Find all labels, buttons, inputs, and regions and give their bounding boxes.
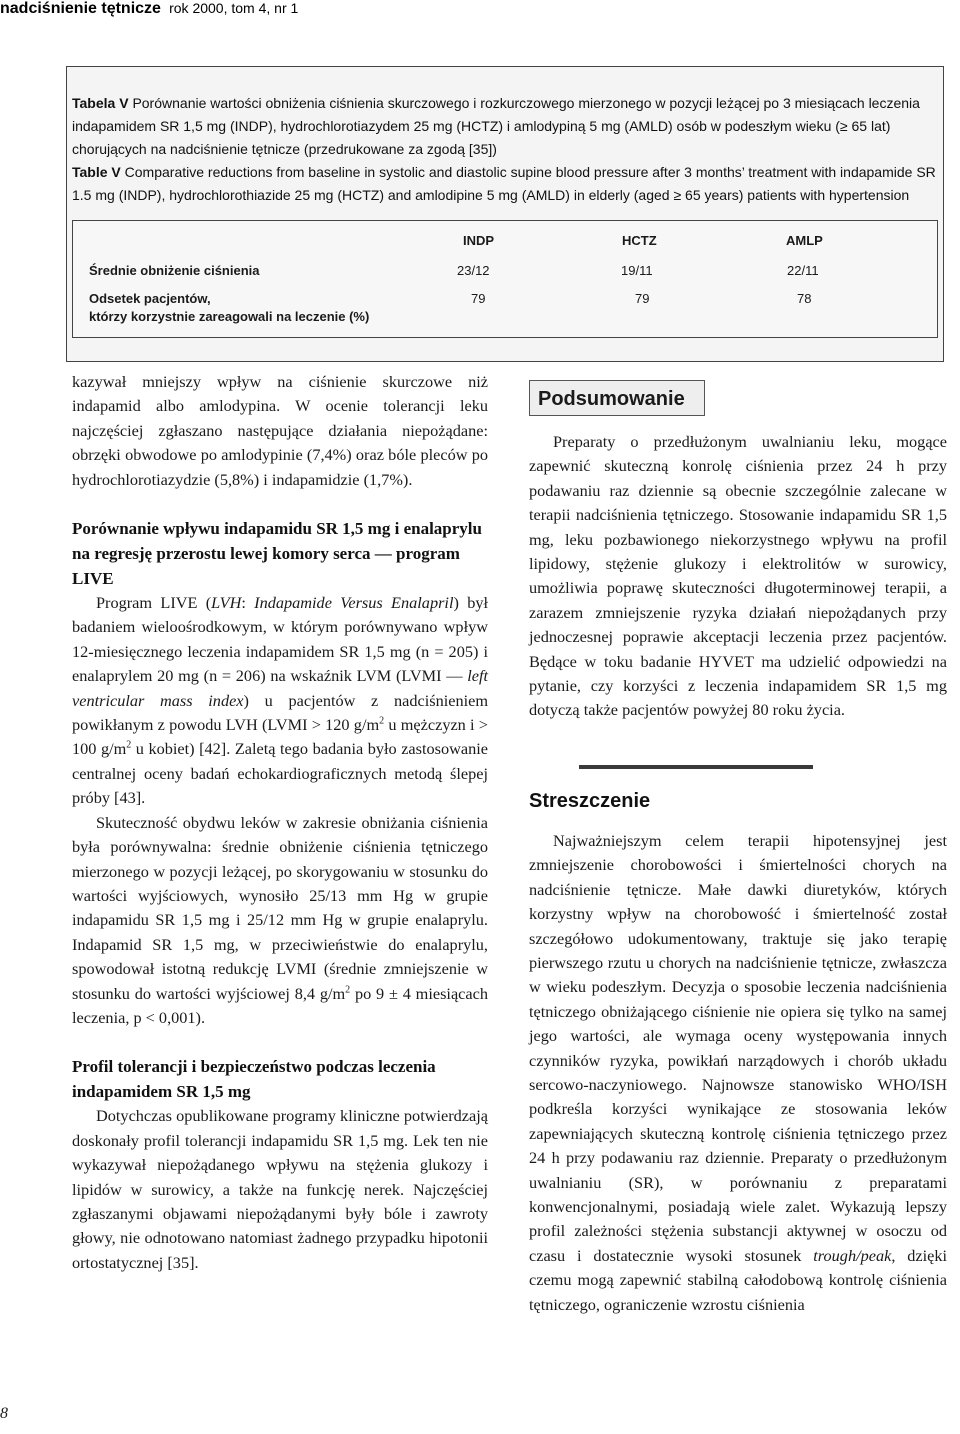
cell-hctz-responders: 79 bbox=[635, 291, 650, 306]
col-header-hctz: HCTZ bbox=[622, 233, 657, 248]
cell-indp-responders: 79 bbox=[471, 291, 486, 306]
caption-en-label: Table V bbox=[72, 164, 121, 180]
right-column bbox=[529, 370, 947, 1317]
podsumowanie-paragraph: Preparaty o przedłużonym uwalnianiu leku, mogące zapewnić skuteczną konrolę ciśnienia przez 24 h przy podawaniu raz dziennie są obecnie szczególnie zalecane w terapii nadciśnienia tętniczego. Stosowanie indapamidu SR 1,5 mg, leku pozbawionego niekorzystnego wpływu na profil lipidowy, stężenie glukozy i elektrolitów w surowicy, umożliwia poprawę skuteczności długoterminowej terapii, a zarazem zmniejszenie ryzyka działań niepożądanych przy jednoczesnej poprawie akceptacji leczenia przez pacjentów. Będące w toku badanie HYVET ma udzielić odpowiedzi na pytanie, czy korzyści z leczenia indapamidem SR 1,5 mg dotyczą także pacjentów powyżej 80 roku życia. bbox=[529, 432, 947, 720]
heading-live-program: Porównanie wpływu indapamidu SR 1,5 mg i enalaprylu na regresję przerostu lewej komory serca — program LIVE bbox=[72, 519, 482, 589]
row-label-responders-line1: Odsetek pacjentów, bbox=[89, 291, 211, 306]
caption-pl-text: Porównanie wartości obniżenia ciśnienia skurczowego i rozkurczowego mierzonego w pozycji leżącej po 3 miesiącach leczenia indapamidem SR 1,5 mg (INDP), hydrochlorotiazydem 25 mg (HCTZ) i amlodypiną 5 mg (AMLD) osób w podeszłym wieku (≥ 65 lat) chorujących na nadciśnienie tętnicze (przedrukowane za zgodą [35]) bbox=[72, 95, 920, 157]
cell-indp-reduction: 23/12 bbox=[457, 263, 490, 278]
heading-tolerance-profile: Profil tolerancji i bezpieczeństwo podczas leczenia indapamidem SR 1,5 mg bbox=[72, 1057, 436, 1102]
section-divider bbox=[579, 765, 813, 769]
row-label-responders-line2: którzy korzystnie zareagowali na leczenie (%) bbox=[89, 309, 370, 324]
col-header-indp: INDP bbox=[463, 233, 495, 248]
row-label-mean-reduction: Średnie obniżenie ciśnienia bbox=[89, 263, 260, 278]
cell-amlp-responders: 78 bbox=[797, 291, 812, 306]
heading-streszczenie: Streszczenie bbox=[529, 789, 651, 812]
col-header-amlp: AMLP bbox=[786, 233, 823, 248]
left-paragraph-4: Dotychczas opublikowane programy kliniczne potwierdzają doskonały profil tolerancji indapamidu SR 1,5 mg. Lek ten nie wykazywał niepożądanego wpływu na stężenia glukozy i lipidów w surowicy, a także na funkcję nerek. Najczęściej zgłaszanymi objawami niepożądanymi były bóle i zawroty głowy, nie odnotowano natomiast żadnego przypadku hipotonii ortostatycznej [35]. bbox=[72, 1106, 488, 1272]
running-header bbox=[0, 0, 298, 20]
streszczenie-paragraph: Najważniejszym celem terapii hipotensyjnej jest zmniejszenie chorobowości i śmiertelności chorych na nadciśnienie tętnicze. Małe dawki diuretyków, których korzystny wpływ na chorobowość i śmiertelność został szczegółowo udokumentowany, traktuje się jako terapię pierwszego rzutu u chorych na nadciśnienie tętnicze, zwłaszcza w wieku podeszłym. Decyzja o sposobie leczenia nadciśnienia tętniczego obniżającego ciśnienie nie opiera się tylko na samej jego wartości, ale wymaga oceny występowania innych czynników ryzyka, powikłań narządowych i chorób układu sercowo-naczyniowego. Najnowsze stanowisko WHO/ISH podkreśla korzyści wynikające ze stosowania leków zapewniających skuteczną kontrolę ciśnienia tętniczego przez 24 h przy podawaniu raz dziennie. Preparaty o przedłużonym uwalnianiu (SR), w porównaniu z preparatami konwencjonalnymi, posiadają wiele zalet. Wykazują lepszy profil zależności stężenia substancji aktywnej w osoczu od czasu i dostatecznie wysoki stosunek trough/peak, dzięki czemu mogą zapewnić stabilną całodobową kontrolę ciśnienia tętniczego, ograniczenie wzrostu ciśnienia bbox=[529, 830, 948, 1314]
left-paragraph-3: Skuteczność obydwu leków w zakresie obniżania ciśnienia była porównywalna: średnie obniżenie ciśnienia tętniczego mierzonego w pozycji leżącej, po skorygowaniu w stosunku do wartości wyjściowych, wynosiło 25/13 mm Hg w grupie indapamidu SR 1,5 mg i 25/12 mm Hg w grupie enalaprylu. Indapamid SR 1,5 mg, w przeciwieństwie do enalaprylu, spowodował istotną redukcję LVMI (średnie zmniejszenie w stosunku do wartości wyjściowej 8,4 $g/m^2$ po 9 ± 4 miesiącach leczenia, p < 0,001). bbox=[72, 812, 488, 1027]
cell-hctz-reduction: 19/11 bbox=[621, 263, 653, 278]
page-number: 8 bbox=[0, 1405, 8, 1422]
caption-en-text: Comparative reductions from baseline in systolic and diastolic supine blood pressure after 3 months’ treatment with indapamide SR 1.5 mg (INDP), hydrochlorothiazide 25 mg (HCTZ) and amlodipine 5 mg (AMLD) in elderly (aged ≥ 65 years) patients with hypertension bbox=[72, 164, 936, 203]
left-paragraph-2: Program LIVE (LVH: Indapamide Versus Enalapril) był badaniem wieloośrodkowym, w którym porównywano wpływ 12-miesięcznego leczenia indapamidem SR 1,5 mg (n = 205) i enalaprylem 20 mg (n = 206) na wskaźnik LVM (LVMI — left ventricular mass index) u pacjentów z nadciśnieniem powikłanym z powodu LVH (LVMI > 120 $g/m^2$ u mężczyzn i > 100 $g/m^2$ u kobiet) [42]. Zaletą tego badania było zastosowanie centralnej oceny badań echokardiograficznych metodą ślepej próby [43]. bbox=[72, 593, 489, 808]
left-column bbox=[72, 370, 488, 1275]
caption-pl-label: Tabela V bbox=[72, 95, 129, 111]
journal-issue: rok 2000, tom 4, nr 1 bbox=[169, 0, 299, 16]
heading-podsumowanie: Podsumowanie bbox=[529, 380, 705, 416]
left-paragraph-1: kazywał mniejszy wpływ na ciśnienie skurczowe niż indapamid albo amlodypina. W ocenie tolerancji leku najczęściej zgłaszano następujące działania niepożądane: obrzęki obwodowe po amlodypinie (7,4%) oraz bóle pleców po hydrochlorotiazydzie (5,8%) i indapamidzie (1,7%). bbox=[72, 372, 488, 489]
journal-name: nadciśnienie tętnicze bbox=[0, 0, 161, 17]
table-caption bbox=[72, 92, 938, 207]
cell-amlp-reduction: 22/11 bbox=[787, 263, 819, 278]
data-table bbox=[72, 220, 938, 338]
